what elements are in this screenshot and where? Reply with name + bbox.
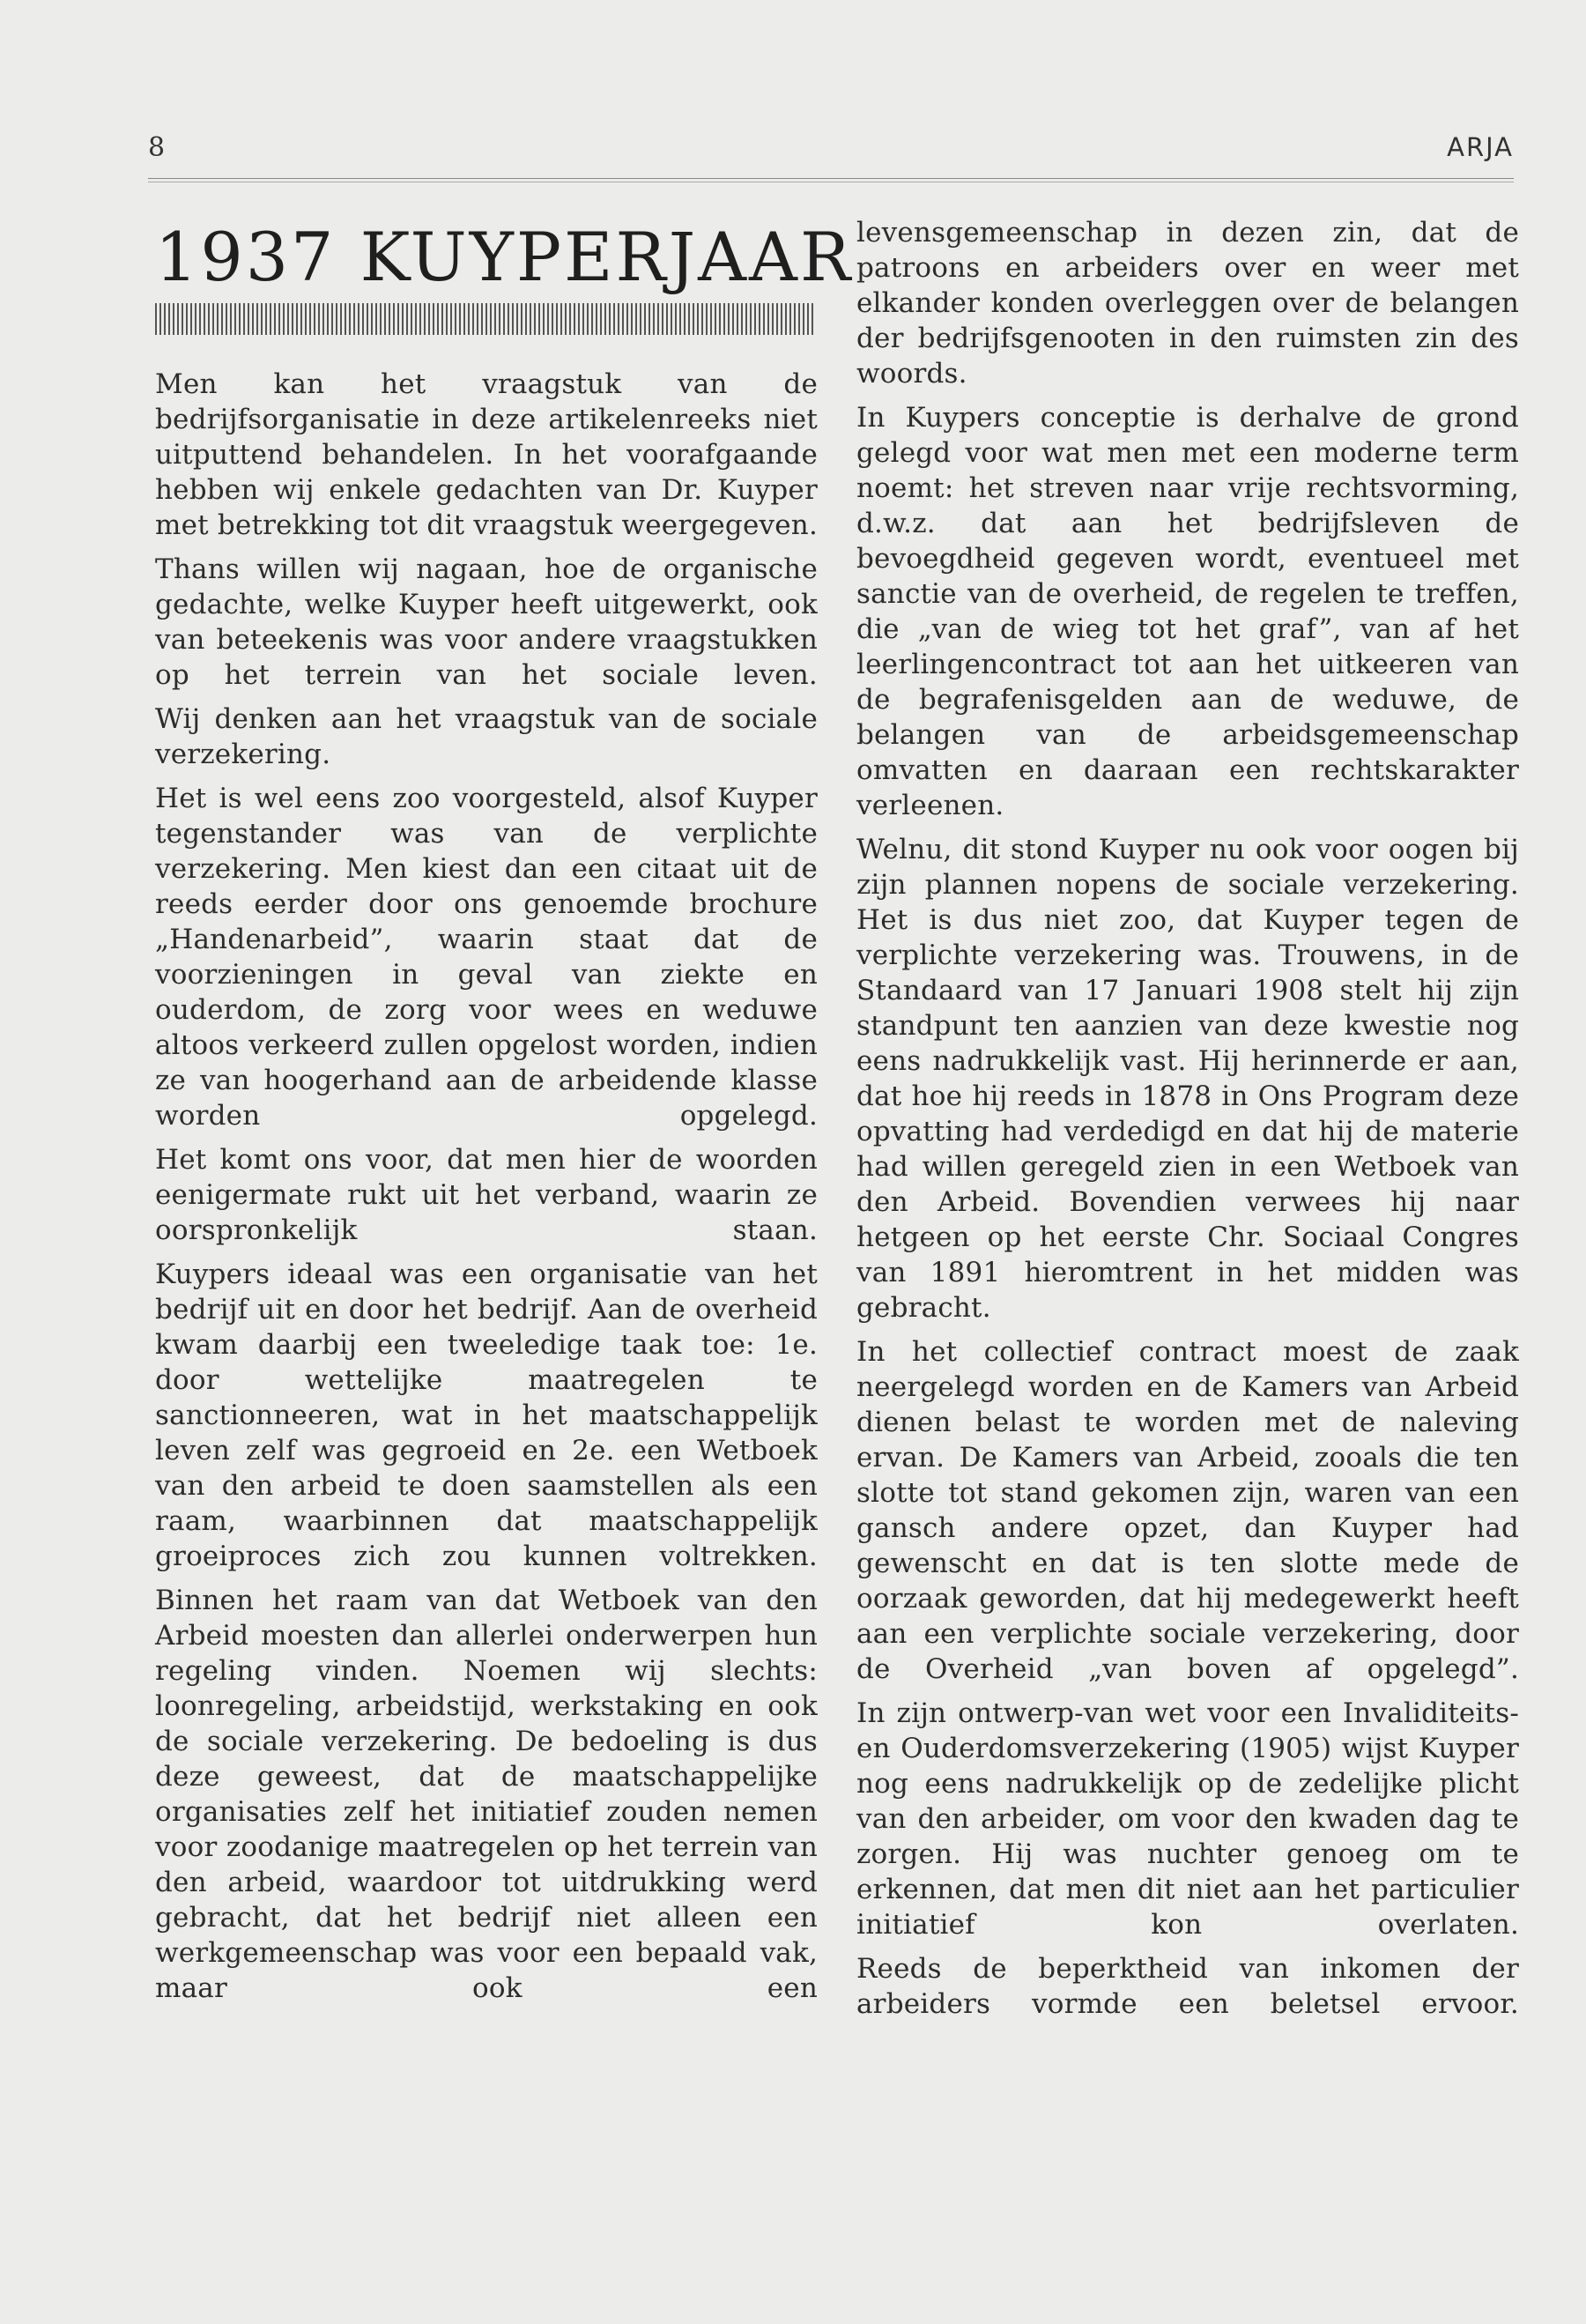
left-paragraph-5: Het komt ons voor, dat men hier de woorden eenigermate rukt uit het verband, waarin ze oorspronkelijk staan. (155, 1144, 818, 1246)
right-paragraph-1: levensgemeenschap in dezen zin, dat de patroons en arbeiders over en weer met elkander konden overleggen over de belangen der bedrijfsgenooten in den ruimsten zin des woords. (856, 217, 1519, 390)
page-number: 8 (148, 132, 166, 163)
right-paragraph-5: In zijn ontwerp-van wet voor een Invaliditeits- en Ouderdomsverzekering (1905) wijst Kuyper nog eens nadrukkelijk op de zedelijke plicht van den arbeider, om voor den kwaden dag te zorgen. Hij was nuchter genoeg om te erkennen, dat men dit niet aan het particulier initiatief kon overlaten. (856, 1697, 1519, 1941)
left-paragraph-2: Thans willen wij nagaan, hoe de organische gedachte, welke Kuyper heeft uitgewerkt, ook van beteekenis was voor andere vraagstukken op het terrein van het sociale leven. (155, 553, 818, 691)
left-paragraph-7: Binnen het raam van dat Wetboek van den Arbeid moesten dan allerlei onderwerpen hun regeling vinden. Noemen wij slechts: loonregeling, arbeidstijd, werkstaking en ook de sociale verzekering. De bedoeling is dus deze geweest, dat de maatschappelijke organisaties zelf het initiatief zouden nemen voor zoodanige maatregelen op het terrein van den arbeid, waardoor tot uitdrukking werd gebracht, dat het bedrijf niet alleen een werkgemeenschap was voor een bepaald vak, maar ook een (155, 1585, 818, 2004)
journal-name: ARJA (1447, 132, 1514, 162)
left-paragraph-4: Het is wel eens zoo voorgesteld, alsof Kuyper tegenstander was van de verplichte verzekering. Men kiest dan een citaat uit de reeds eerder door ons genoemde brochure „Handenarbeid”, waarin staat dat de voorzieningen in geval van ziekte en ouderdom, de zorg voor wees en weduwe altoos verkeerd zullen opgelost worden, indien ze van hoogerhand aan de arbeidende klasse worden opgelegd. (155, 783, 818, 1132)
left-paragraph-6: Kuypers ideaal was een organisatie van het bedrijf uit en door het bedrijf. Aan de overheid kwam daarbij een tweeledige taak toe: 1e. door wettelijke maatregelen te sanctionneeren, wat in het maatschappelijk leven zelf was gegroeid en 2e. een Wetboek van den arbeid te doen saamstellen als een raam, waarbinnen dat maatschappelijk groeiproces zich zou kunnen voltrekken. (155, 1259, 818, 1572)
left-paragraph-1: Men kan het vraagstuk van de bedrijfsorganisatie in deze artikelenreeks niet uitputtend behandelen. In het voorafgaande hebben wij enkele gedachten van Dr. Kuyper met betrekking tot dit vraagstuk weergegeven. (155, 368, 818, 541)
header-rule (148, 178, 1514, 182)
right-paragraph-2: In Kuypers conceptie is derhalve de grond gelegd voor wat men met een moderne term noemt: het streven naar vrije rechtsvorming, d.w.z. dat aan het bedrijfsleven de bevoegdheid gegeven wordt, eventueel met sanctie van de overheid, de regelen te treffen, die „van de wieg tot het graf”, van af het leerlingencontract tot aan het uitkeeren van de begrafenisgelden aan de weduwe, de belangen van de arbeidsgemeenschap omvatten en daaraan een rechtskarakter verleenen. (856, 402, 1519, 821)
right-column (856, 215, 1519, 2022)
left-column (155, 217, 854, 2006)
left-paragraph-3: Wij denken aan het vraagstuk van de sociale verzekering. (155, 703, 818, 770)
article-title: 1937 KUYPERJAAR (155, 218, 854, 296)
title-rule (155, 303, 816, 335)
right-paragraph-3: Welnu, dit stond Kuyper nu ook voor oogen bij zijn plannen nopens de sociale verzekering. Het is dus niet zoo, dat Kuyper tegen de verplichte verzekering was. Trouwens, in de Standaard van 17 Januari 1908 stelt hij zijn standpunt ten aanzien van deze kwestie nog eens nadrukkelijk vast. Hij herinnerde er aan, dat hoe hij reeds in 1878 in Ons Program deze opvatting had verdedigd en dat hij de materie had willen geregeld zien in een Wetboek van den Arbeid. Bovendien verwees hij naar hetgeen op het eerste Chr. Sociaal Congres van 1891 hieromtrent in het midden was gebracht. (856, 834, 1519, 1324)
right-paragraph-6: Reeds de beperktheid van inkomen der arbeiders vormde een beletsel ervoor. (856, 1953, 1519, 2020)
right-paragraph-4: In het collectief contract moest de zaak neergelegd worden en de Kamers van Arbeid dienen belast te worden met de naleving ervan. De Kamers van Arbeid, zooals die ten slotte tot stand gekomen zijn, waren van een gansch andere opzet, dan Kuyper had gewenscht en dat is ten slotte mede de oorzaak geworden, dat hij medegewerkt heeft aan een verplichte sociale verzekering, door de Overheid „van boven af opgelegd”. (856, 1336, 1519, 1685)
